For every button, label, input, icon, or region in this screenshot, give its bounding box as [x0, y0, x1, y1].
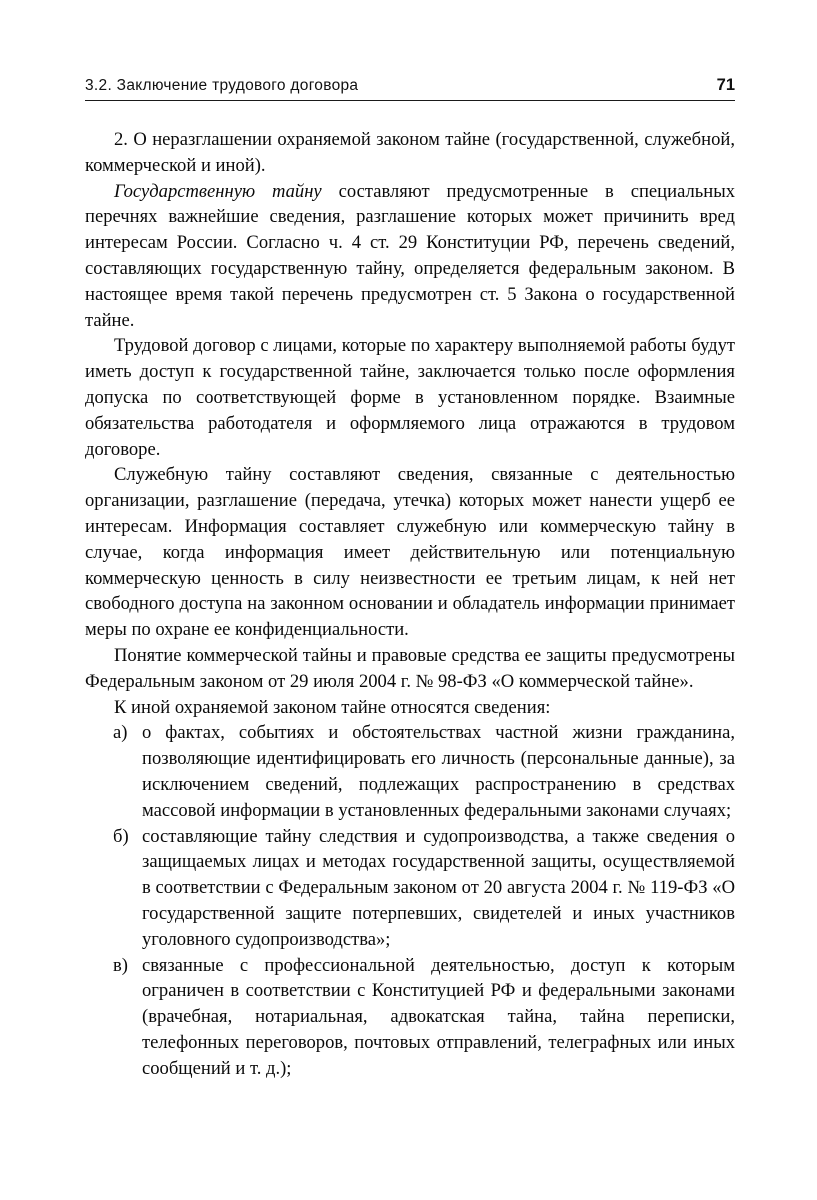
list-item-text: составляющие тайну следствия и судопроизводства, а также сведения о защищаемых лицах и методах государственной защиты, осуществляемой в соответствии с Федеральным законом от 20 августа 2004 г. № 119-ФЗ «О государственной защите потерпевших, свидетелей и иных участников уголовного судопроизводства»; — [142, 825, 735, 950]
list-item — [85, 824, 735, 953]
list-item-label: в) — [113, 954, 128, 976]
list-item-text: связанные с профессиональной деятельностью, доступ к которым ограничен в соответствии с Конституцией РФ и федеральными законами (врачебная, нотариальная, адвокатская тайна, тайна переписки, телефонных переговоров, почтовых отправлений, телеграфных или иных сообщений и т. д.); — [142, 954, 735, 1079]
running-title: 3.2. Заключение трудового договора — [85, 77, 359, 94]
paragraph-lead-italic: Государственную тайну — [114, 180, 322, 202]
paragraph: Трудовой договор с лицами, которые по характеру выполняемой работы будут иметь доступ к государственной тайне, заключается только после оформления допуска по соответствующей форме в установленном порядке. Взаимные обязательства работодателя и оформляемого лица отражаются в трудовом договоре. — [85, 335, 735, 460]
paragraph — [85, 179, 735, 334]
paragraph-text: составляют предусмотренные в специальных перечнях важнейшие сведения, разглашение которых может причинить вред интересам России. Согласно ч. 4 ст. 29 Конституции РФ, перечень сведений, составляющих государственную тайну, определяется федеральным законом. В настоящее время такой перечень предусмотрен ст. 5 Закона о государственной тайне. — [85, 180, 735, 331]
page-header — [85, 76, 735, 101]
lettered-list — [85, 720, 735, 1081]
list-item-text: о фактах, событиях и обстоятельствах частной жизни гражданина, позволяющие идентифицировать его личность (персональные данные), за исключением сведений, подлежащих распространению в средствах массовой информации в установленных федеральными законами случаях; — [142, 722, 735, 821]
paragraph: Понятие коммерческой тайны и правовые средства ее защиты предусмотрены Федеральным законом от 29 июля 2004 г. № 98-ФЗ «О коммерческой тайне». — [85, 644, 735, 692]
paragraph: 2. О неразглашении охраняемой законом тайне (государственной, служебной, коммерческой и иной). — [85, 129, 735, 176]
list-item-label: б) — [113, 825, 129, 847]
list-item — [85, 720, 735, 823]
list-item-label: а) — [113, 722, 128, 744]
paragraph: Служебную тайну составляют сведения, связанные с деятельностью организации, разглашение (передача, утечка) которых может нанести ущерб ее интересам. Информация составляет служебную или коммерческую тайну в случае, когда информация имеет действительную или потенциальную коммерческую ценность в силу неизвестности ее третьим лицам, к ней нет свободного доступа на законном основании и обладатель информации принимает меры по охране ее конфиденциальности. — [85, 464, 735, 641]
paragraph: К иной охраняемой законом тайне относятся сведения: — [114, 696, 551, 718]
page-content — [85, 127, 735, 1081]
list-item — [85, 953, 735, 1082]
page-number: 71 — [716, 76, 735, 94]
